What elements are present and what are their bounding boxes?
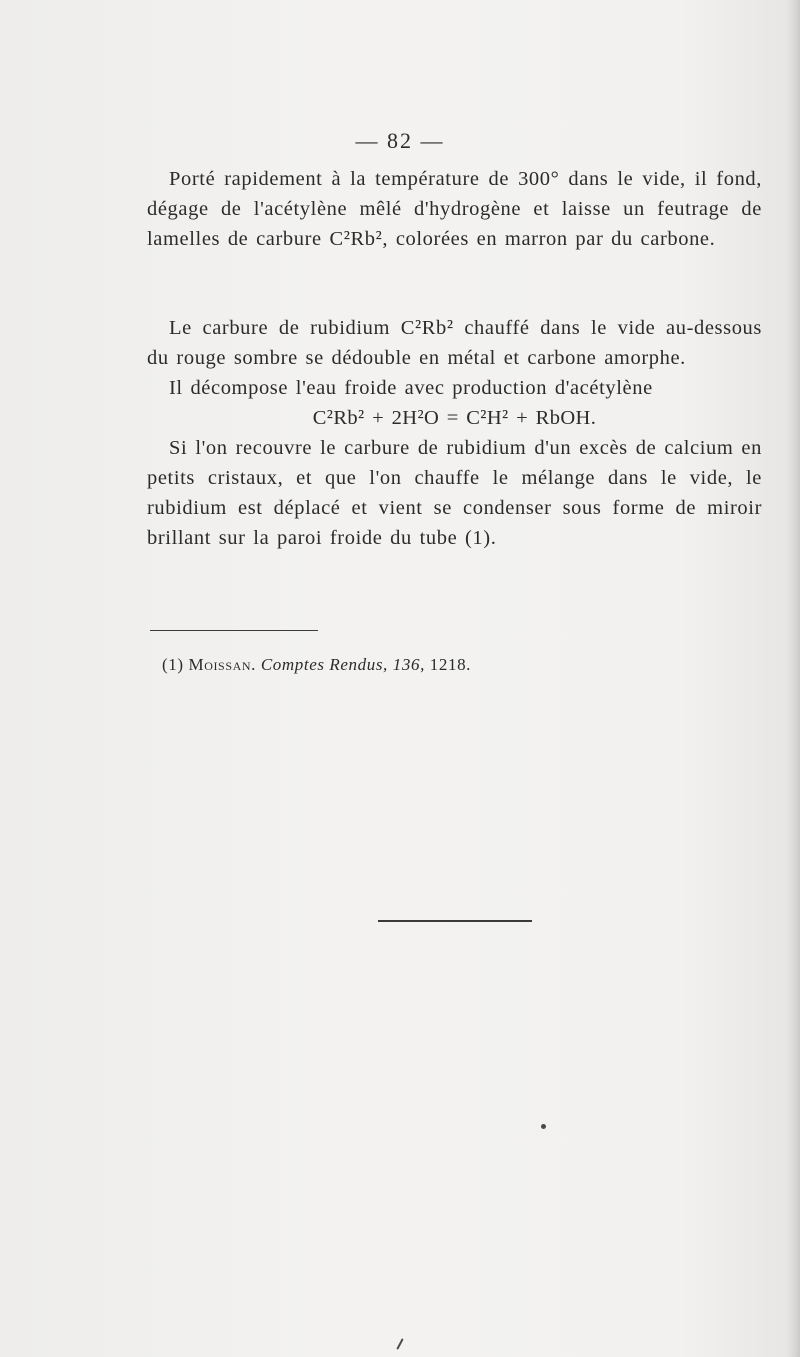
ink-speck: [396, 1338, 403, 1350]
footnote-page: 1218.: [429, 655, 472, 674]
end-of-text-rule: [378, 920, 532, 922]
paragraph-1: Porté rapidement à la température de 300° dans le vide, il fond, dégage de l'acétylène mêlé d'hydrogène et laisse un feutrage de lamelles de carbure C²Rb², colorées en marron par du carbone.: [147, 168, 762, 250]
page-edge-shadow: [786, 0, 800, 1357]
chemical-formula: C²Rb² + 2H²O = C²H² + RbOH.: [312, 407, 597, 429]
footnote: [162, 652, 471, 678]
footnote-separator: [150, 630, 318, 631]
footnote-marker: (1): [162, 655, 184, 674]
page-number: — 82 —: [355, 128, 445, 153]
footnote-journal: Comptes Rendus,: [260, 655, 388, 674]
body-text-top: [147, 164, 762, 254]
paragraph-4: Si l'on recouvre le carbure de rubidium d'un excès de calcium en petits cristaux, et que l'on chauffe le mélange dans le vide, le rubidium est déplacé et vient se condenser sous forme de miroir brillant sur la paroi froide du tube (1).: [147, 437, 762, 549]
footnote-author: Moissan.: [188, 655, 256, 674]
ink-speck: [541, 1124, 546, 1129]
footnote-volume: 136,: [392, 655, 425, 674]
paragraph-2: Le carbure de rubidium C²Rb² chauffé dans le vide au-dessous du rouge sombre se dédouble en métal et carbone amorphe.: [147, 317, 762, 369]
paragraph-3: Il décompose l'eau froide avec production d'acétylène: [169, 377, 653, 399]
body-text-main: [147, 313, 762, 553]
